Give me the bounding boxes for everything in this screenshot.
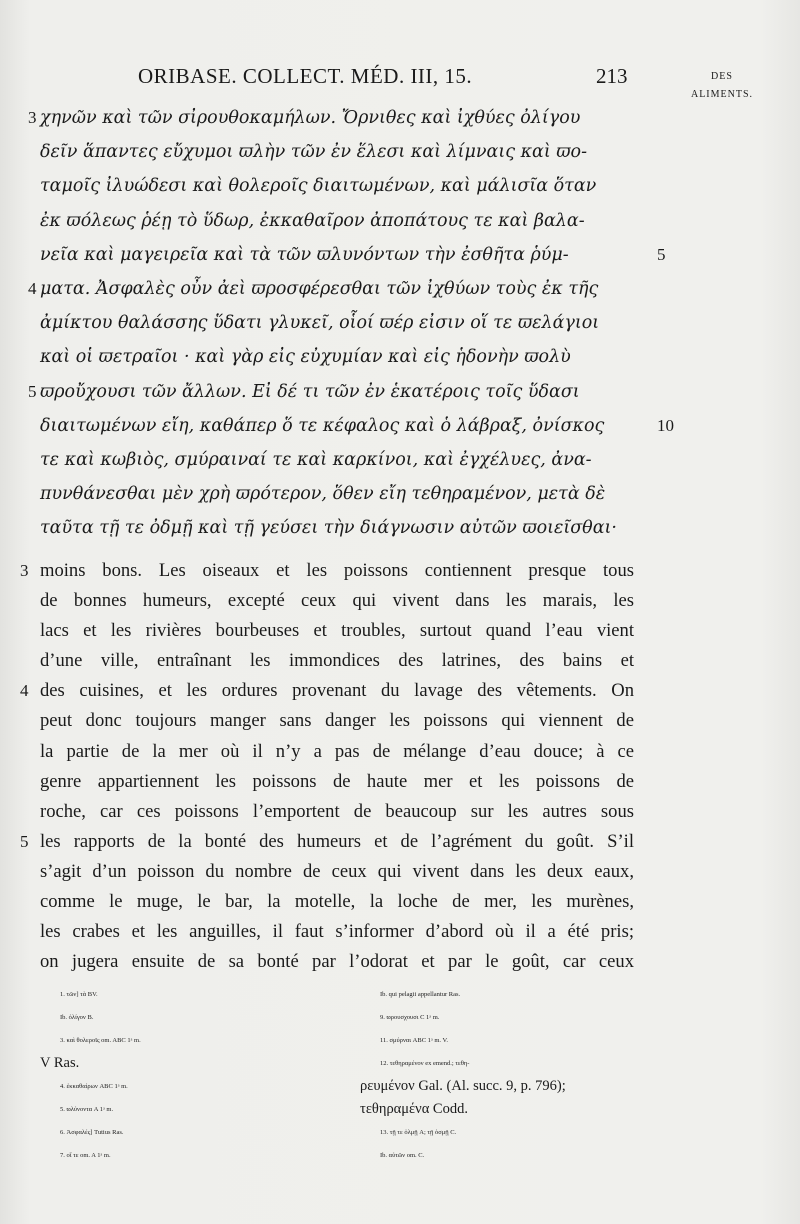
section-number: 4 bbox=[20, 681, 29, 701]
greek-line-text: νεῖα καὶ μαγειρεῖα καὶ τὰ τῶν ϖλυνόντων τὴν ἐσθῆτα ῥύμ- bbox=[40, 244, 569, 265]
french-line bbox=[40, 887, 634, 917]
greek-line-text: δεῖν ἅπαντες εὔχυμοι ϖλὴν τῶν ἐν ἕλεσι καὶ λίμναις καὶ ϖο- bbox=[40, 142, 588, 163]
greek-line bbox=[40, 169, 660, 203]
french-line-text: les rapports de la bonté des humeurs et de l’agrément du goût. S’il bbox=[40, 830, 634, 852]
greek-line-text: τε καὶ κωβιὸς, σμύραιναί τε καὶ καρκίνοι, καὶ ἐγχέλυες, ἀνα- bbox=[40, 449, 592, 470]
greek-line bbox=[28, 375, 660, 409]
french-line bbox=[40, 917, 634, 947]
french-line-text: d’une ville, entraînant les immondices des latrines, des bains et bbox=[40, 650, 634, 672]
footnote: 7. οἵ τε om. A 1ᵃ m. bbox=[60, 1152, 111, 1159]
french-line-text: de bonnes humeurs, excepté ceux qui vivent dans les marais, les bbox=[40, 590, 634, 612]
footnote: Ib. qui pelagii appellantur Ras. bbox=[380, 991, 461, 998]
footnote: 11. σμύρναι ABC 1ᵃ m. V. bbox=[380, 1037, 448, 1044]
greek-line-text: ἐκ ϖόλεως ῥέῃ τὸ ὕδωρ, ἐκκαθαῖρον ἀποπάτους τε καὶ βαλα- bbox=[40, 210, 585, 231]
french-translation-block bbox=[20, 556, 634, 977]
footnote: 9. ϖρουσχουσι C 1ᵃ m. bbox=[380, 1014, 440, 1021]
footnote: Ib. αὐτῶν om. C. bbox=[380, 1152, 425, 1159]
footnote: 6. Ἀσφαλές] Tutius Ras. bbox=[60, 1129, 124, 1136]
greek-line-text: χηνῶν καὶ τῶν σἰρουθοκαμήλων. Ὄρνιθες καὶ ἰχθύες ὀλίγου bbox=[40, 108, 581, 128]
side-heading-line-1: DES bbox=[711, 71, 733, 82]
section-number: 3 bbox=[20, 561, 29, 580]
section-number: 5 bbox=[20, 831, 29, 851]
french-line-text: lacs et les rivières bourbeuses et troubles, surtout quand l’eau vient bbox=[40, 620, 634, 642]
line-count: 5 bbox=[657, 244, 666, 264]
french-line bbox=[20, 827, 634, 857]
greek-text-block bbox=[28, 101, 674, 545]
french-line-text: roche, car ces poissons l’emportent de beaucoup sur les autres sous bbox=[40, 800, 634, 822]
footnote: 3. καὶ θολεροῖς om. ABC 1ᵃ m. bbox=[60, 1037, 141, 1044]
side-heading-line-2: ALIMENTS. bbox=[690, 89, 754, 100]
french-line bbox=[40, 947, 634, 977]
footnote: 4. ἐκκαθαίρων ABC 1ᵃ m. bbox=[60, 1083, 128, 1090]
french-line bbox=[20, 556, 634, 586]
greek-line bbox=[40, 238, 666, 272]
french-line bbox=[40, 586, 634, 616]
french-line bbox=[40, 616, 634, 646]
footnote: V Ras. bbox=[40, 1055, 80, 1071]
section-number: 5 bbox=[28, 381, 37, 401]
greek-line bbox=[40, 204, 660, 238]
notes-column-left bbox=[40, 983, 340, 1167]
greek-line-text: διαιτωμένων εἴη, καθάπερ ὅ τε κέφαλος καὶ ὁ λάβραξ, ὀνίσκος bbox=[40, 415, 605, 436]
french-line bbox=[40, 767, 634, 797]
french-line bbox=[40, 646, 634, 676]
footnote: Ib. ὀλίγον B. bbox=[60, 1014, 94, 1021]
greek-line bbox=[40, 409, 674, 443]
french-line-text: genre appartiennent les poissons de haute mer et les poissons de bbox=[40, 770, 634, 792]
greek-line bbox=[40, 135, 660, 169]
french-line-text: la partie de la mer où il n’y a pas de mélange d’eau douce; à ce bbox=[40, 740, 634, 762]
greek-line-text: ματα. Ἀσφαλὲς οὖν ἀεὶ ϖροσφέρεσθαι τῶν ἰχθύων τοὺς ἐκ τῆς bbox=[40, 278, 599, 299]
footnote: τεθηραμένα Codd. bbox=[360, 1101, 468, 1117]
greek-line bbox=[40, 340, 660, 374]
greek-line-text: καὶ οἱ ϖετραῖοι · καὶ γὰρ εἰς εὐχυμίαν καὶ εἰς ἡδονὴν ϖολὺ bbox=[40, 347, 571, 368]
footnote: 5. ϖλύνοντα A 1ᵃ m. bbox=[60, 1106, 114, 1113]
page-number: 213 bbox=[596, 64, 628, 88]
running-title: ORIBASE. COLLECT. MÉD. III, 15. bbox=[138, 64, 473, 88]
greek-line-text: ταῦτα τῇ τε ὀδμῇ καὶ τῇ γεύσει τὴν διάγνωσιν αὐτῶν ϖοιεῖσθαι· bbox=[40, 518, 617, 539]
greek-line bbox=[28, 272, 660, 306]
french-line-text: comme le muge, le bar, la motelle, la loche de mer, les murènes, bbox=[40, 891, 634, 913]
line-count: 10 bbox=[657, 415, 674, 435]
greek-line bbox=[40, 511, 660, 545]
section-number: 4 bbox=[28, 278, 37, 298]
french-line-text: s’agit d’un poisson du nombre de ceux qui vivent dans les deux eaux, bbox=[40, 860, 634, 882]
footnote: 1. τῶν] τὰ BV. bbox=[60, 991, 98, 998]
footnote: ρευμένον Gal. (Al. succ. 9, p. 796); bbox=[360, 1078, 566, 1094]
french-line bbox=[40, 857, 634, 887]
greek-line bbox=[40, 306, 660, 340]
footnote: 12. τεθηραμένον ex emend.; τεθη- bbox=[380, 1060, 470, 1067]
french-line-text: peut donc toujours manger sans danger les poissons qui viennent de bbox=[40, 710, 634, 732]
french-line-text: on jugera ensuite de sa bonté par l’odorat et par le goût, car ceux bbox=[40, 951, 634, 973]
french-line-text: les crabes et les anguilles, il faut s’informer d’abord où il a été pris; bbox=[40, 921, 634, 943]
french-line bbox=[40, 797, 634, 827]
footnote: 13. τῇ τε ὀλμῇ A; τῇ ὀσμῇ C. bbox=[380, 1129, 457, 1136]
section-number: 3 bbox=[28, 108, 37, 127]
french-line bbox=[40, 706, 634, 736]
greek-line-text: ϖροὔχουσι τῶν ἄλλων. Εἰ δέ τι τῶν ἐν ἑκατέροις τοῖς ὕδασι bbox=[40, 381, 580, 402]
french-line-text: des cuisines, et les ordures provenant du lavage des vêtements. On bbox=[40, 680, 634, 702]
greek-line bbox=[40, 443, 660, 477]
side-heading bbox=[684, 68, 760, 104]
french-line bbox=[40, 737, 634, 767]
greek-line-text: πυνθάνεσθαι μὲν χρὴ ϖρότερον, ὅθεν εἴη τεθηραμένον, μετὰ δὲ bbox=[40, 484, 606, 505]
greek-line-text: ταμοῖς ἰλυώδεσι καὶ θολεροῖς διαιτωμένων, καὶ μάλισῖα ὅταν bbox=[40, 176, 597, 197]
greek-line-text: ἀμίκτου θαλάσσης ὕδατι γλυκεῖ, οἷοί ϖέρ εἰσιν οἵ τε ϖελάγιοι bbox=[40, 313, 600, 334]
french-line bbox=[20, 676, 634, 706]
greek-line bbox=[40, 477, 660, 511]
greek-line bbox=[28, 101, 660, 135]
french-line-text: moins bons. Les oiseaux et les poissons contiennent presque tous bbox=[40, 560, 634, 581]
notes-column-right bbox=[360, 983, 660, 1167]
